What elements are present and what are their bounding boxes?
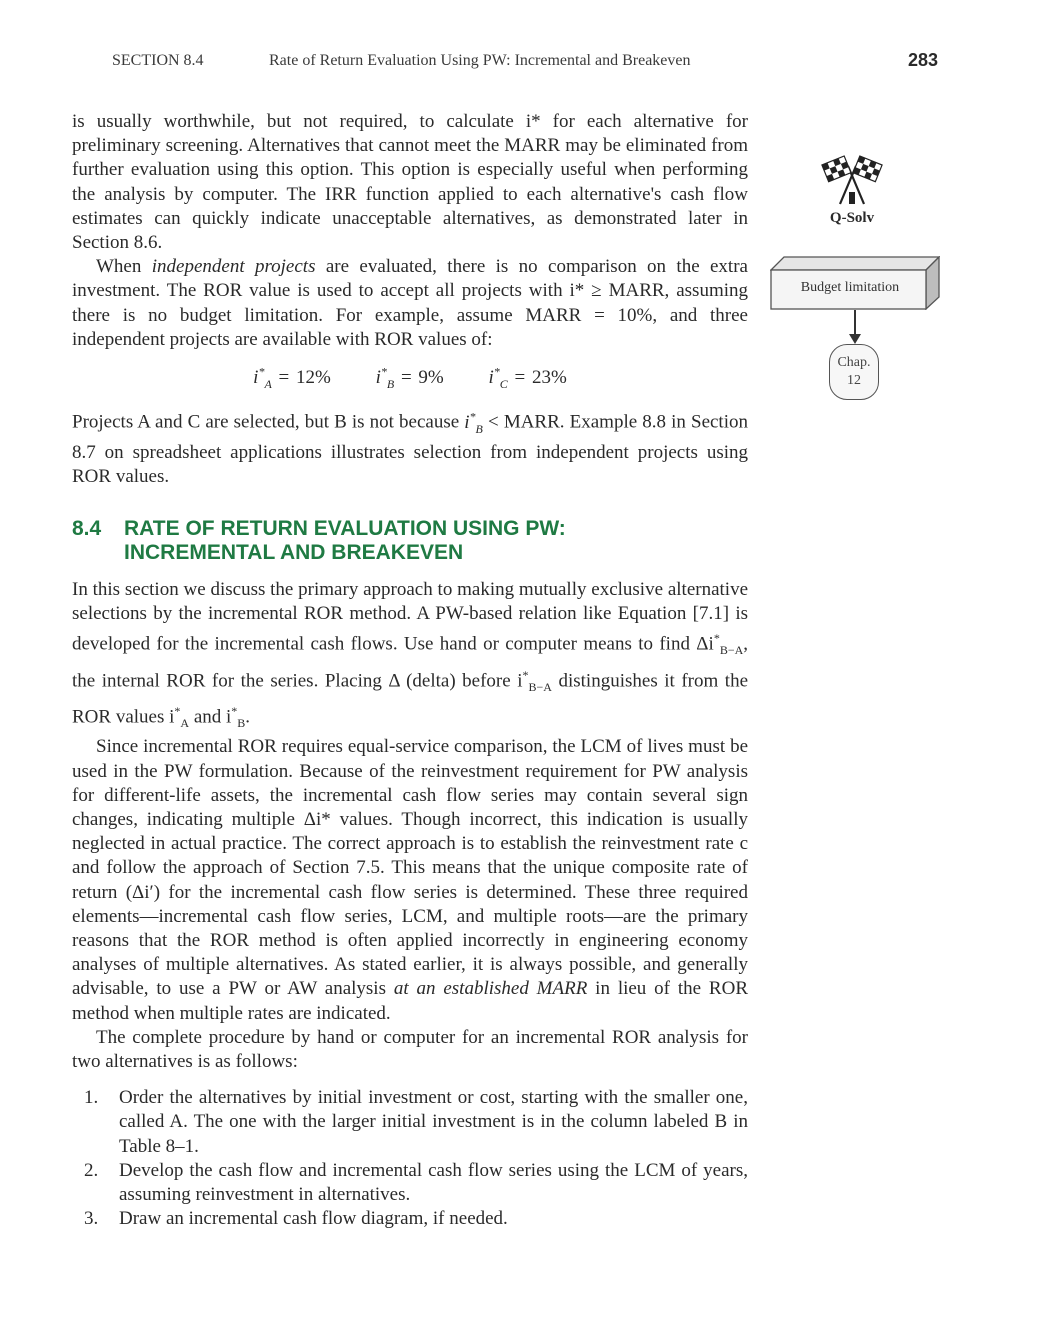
section-title-line-1: RATE OF RETURN EVALUATION USING PW: — [124, 517, 566, 540]
step-item: 2. Develop the cash flow and incremental cash flow series using the LCM of years, assuming reinvestment in alternatives. — [84, 1159, 748, 1206]
budget-limitation-box — [770, 256, 940, 310]
budget-limitation-label: Budget limitation — [800, 280, 900, 295]
eq-c: $i^*_C = 23\%$ — [488, 365, 567, 392]
paragraph-6: The complete procedure by hand or computer for an incremental ROR analysis for two alternatives is as follows: — [72, 1026, 748, 1073]
eq-b: $i^*_B = 9\%$ — [375, 365, 444, 392]
term-independent-projects: independent projects — [151, 256, 316, 278]
step-item: 1. Order the alternatives by initial investment or cost, starting with the smaller one, called A. The one with the larger initial investment is in the column labeled B in Table 8–1. — [84, 1087, 748, 1157]
section-title-line-2: INCREMENTAL AND BREAKEVEN — [124, 541, 464, 564]
paragraph-4: In this section we discuss the primary approach to making mutually exclusive alternative selections by the incremental ROR method. A PW-based relation like Equation [7.1] is developed for the incremental cash flows. Use hand or computer means to find $\Delta i^*_{B-A}$, the internal ROR for the series. Placing Δ (delta) before $i^*_{B-A}$ distinguishes it from the ROR values $i^*_A$ and $i^*_B$. — [72, 579, 748, 731]
top-text-block — [72, 110, 748, 489]
down-arrow-icon — [845, 310, 865, 346]
term-established-marr: at an established MARR — [393, 978, 588, 1000]
procedure-steps — [72, 1086, 748, 1231]
bottom-text-block — [72, 578, 748, 1231]
step-item: 3. Draw an incremental cash flow diagram, if needed. — [84, 1208, 508, 1230]
qsolv-label: Q-Solv — [829, 210, 875, 226]
page-number: 283 — [907, 50, 938, 70]
paragraph-3: Projects A and C are selected, but B is not because $i^*_B$ < MARR. Example 8.8 in Section 8.7 on spreadsheet applications illustrates selection from independent projects using ROR values. — [72, 409, 748, 487]
checkered-flags-icon — [820, 152, 884, 208]
chap-label: Chap. — [837, 355, 871, 370]
header-running-title: Rate of Return Evaluation Using PW: Incremental and Breakeven — [269, 52, 691, 69]
eq-a: $i^*_A = 12\%$ — [253, 365, 331, 392]
header-section: SECTION 8.4 — [112, 52, 204, 69]
running-header — [112, 52, 938, 76]
chapter-reference-badge — [829, 344, 879, 400]
chap-number: 12 — [847, 373, 861, 388]
section-number: 8.4 — [72, 517, 102, 540]
paragraph-5: Since incremental ROR requires equal-service comparison, the LCM of lives must be used in the PW formulation. Because of the reinvestment requirement for PW analysis for different-life assets, the incremental cash flow series may contain several sign changes, indicating multiple Δi* values. Though incorrect, this indication is usually neglected in actual practice. The correct approach is to establish the reinvestment rate c and follow the approach of Section 7.5. This means that the unique composite rate of return (Δi′) for the incremental cash flow series is determined. These three required elements—incremental cash flow series, LCM, and multiple roots—are the primary reasons that the ROR method is often applied incorrectly in engineering economy analyses of multiple alternatives. As stated earlier, it is always possible, and generally advisable, to use a PW or AW analysis at an established MARR in lieu of the ROR method when multiple rates are indicated. — [72, 736, 748, 1024]
paragraph-1: is usually worthwhile, but not required, to calculate i* for each alternative for preliminary screening. Alternatives that cannot meet the MARR may be eliminated from further evaluation using this option. This option is especially useful when performing the analysis by computer. The IRR function applied to each alternative's cash flow estimates can quickly indicate unacceptable alternatives, as demonstrated later in Section 8.6. — [72, 111, 748, 254]
paragraph-2: When independent projects are evaluated, there is no comparison on the extra investment. The ROR value is used to accept all projects with i* ≥ MARR, assuming there is no budget limitation. For example, assume MARR = 10%, and three independent projects are available with ROR values of: — [72, 256, 748, 350]
qsolv-marginal-note — [812, 152, 892, 232]
ror-equation — [72, 360, 748, 396]
